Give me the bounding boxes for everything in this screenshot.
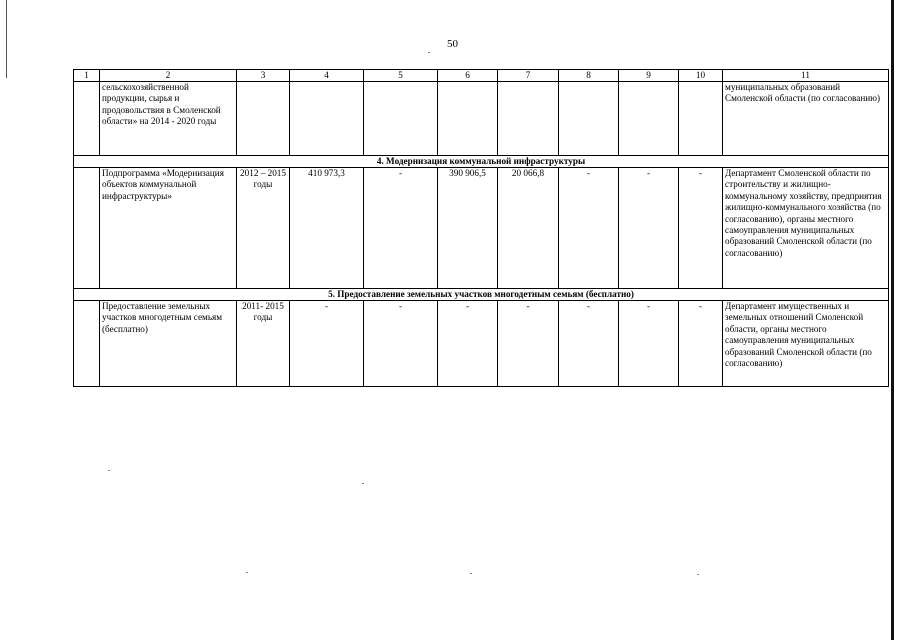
column-number: 2 bbox=[100, 70, 237, 82]
program-name-cell: Подпрограмма «Модернизация объектов коммунальной инфраструктуры» bbox=[100, 168, 237, 289]
column-number: 3 bbox=[237, 70, 290, 82]
amount-cell: - bbox=[438, 301, 498, 387]
table-cell bbox=[74, 168, 100, 289]
column-number: 9 bbox=[619, 70, 679, 82]
amount-cell: - bbox=[619, 301, 679, 387]
executor-cell: Департамент имущественных и земельных отношений Смоленской области, органы местного самоуправления муниципальных образований Смоленской области (по согласованию) bbox=[723, 301, 889, 387]
amount-cell: 390 906,5 bbox=[438, 168, 498, 289]
amount-cell bbox=[498, 82, 559, 156]
column-number: 11 bbox=[723, 70, 889, 82]
section-title: 5. Предоставление земельных участков многодетным семьям (бесплатно) bbox=[74, 289, 889, 301]
amount-cell bbox=[290, 82, 364, 156]
amount-cell bbox=[364, 82, 438, 156]
scan-speck bbox=[697, 574, 699, 575]
amount-cell: 410 973,3 bbox=[290, 168, 364, 289]
period-cell: 2011- 2015 годы bbox=[237, 301, 290, 387]
column-number: 8 bbox=[559, 70, 619, 82]
page-number: 50 bbox=[447, 38, 458, 50]
amount-cell: - bbox=[559, 301, 619, 387]
executor-cell: Департамент Смоленской области по строительству и жилищно-коммунальному хозяйству, предприятия жилищно-коммунального хозяйства (по согласованию), органы местного самоуправления муниципальных образований Смоленской области (по согласованию) bbox=[723, 168, 889, 289]
amount-cell bbox=[559, 82, 619, 156]
period-cell bbox=[237, 82, 290, 156]
section-row bbox=[74, 289, 889, 301]
scan-speck bbox=[108, 470, 110, 471]
column-number: 5 bbox=[364, 70, 438, 82]
amount-cell bbox=[438, 82, 498, 156]
program-name-cell: сельскохозяйственной продукции, сырья и продовольствия в Смоленской области» на 2014 - 2020 годы bbox=[100, 82, 237, 156]
amount-cell: - bbox=[559, 168, 619, 289]
table-row bbox=[74, 301, 889, 387]
amount-cell: - bbox=[498, 301, 559, 387]
amount-cell: - bbox=[290, 301, 364, 387]
table-row bbox=[74, 168, 889, 289]
section-title: 4. Модернизация коммунальной инфраструктуры bbox=[74, 156, 889, 168]
section-row bbox=[74, 156, 889, 168]
table-cell bbox=[74, 301, 100, 387]
amount-cell bbox=[619, 82, 679, 156]
amount-cell: - bbox=[364, 168, 438, 289]
amount-cell: - bbox=[619, 168, 679, 289]
column-number: 10 bbox=[679, 70, 723, 82]
scan-speck bbox=[246, 572, 248, 573]
column-number: 6 bbox=[438, 70, 498, 82]
program-name-cell: Предоставление земельных участков многодетным семьям (бесплатно) bbox=[100, 301, 237, 387]
column-number: 4 bbox=[290, 70, 364, 82]
amount-cell: 20 066,8 bbox=[498, 168, 559, 289]
period-cell: 2012 – 2015 годы bbox=[237, 168, 290, 289]
column-number: 1 bbox=[74, 70, 100, 82]
table-row bbox=[74, 82, 889, 156]
scan-speck bbox=[362, 483, 364, 484]
amount-cell bbox=[679, 82, 723, 156]
scan-speck bbox=[470, 573, 472, 574]
amount-cell: - bbox=[364, 301, 438, 387]
column-number-row bbox=[74, 70, 889, 82]
executor-cell: муниципальных образований Смоленской области (по согласованию) bbox=[723, 82, 889, 156]
program-table bbox=[73, 69, 889, 387]
column-number: 7 bbox=[498, 70, 559, 82]
amount-cell: - bbox=[679, 168, 723, 289]
scan-edge-right bbox=[891, 0, 894, 640]
scan-speck bbox=[428, 52, 430, 53]
table-cell bbox=[74, 82, 100, 156]
amount-cell: - bbox=[679, 301, 723, 387]
